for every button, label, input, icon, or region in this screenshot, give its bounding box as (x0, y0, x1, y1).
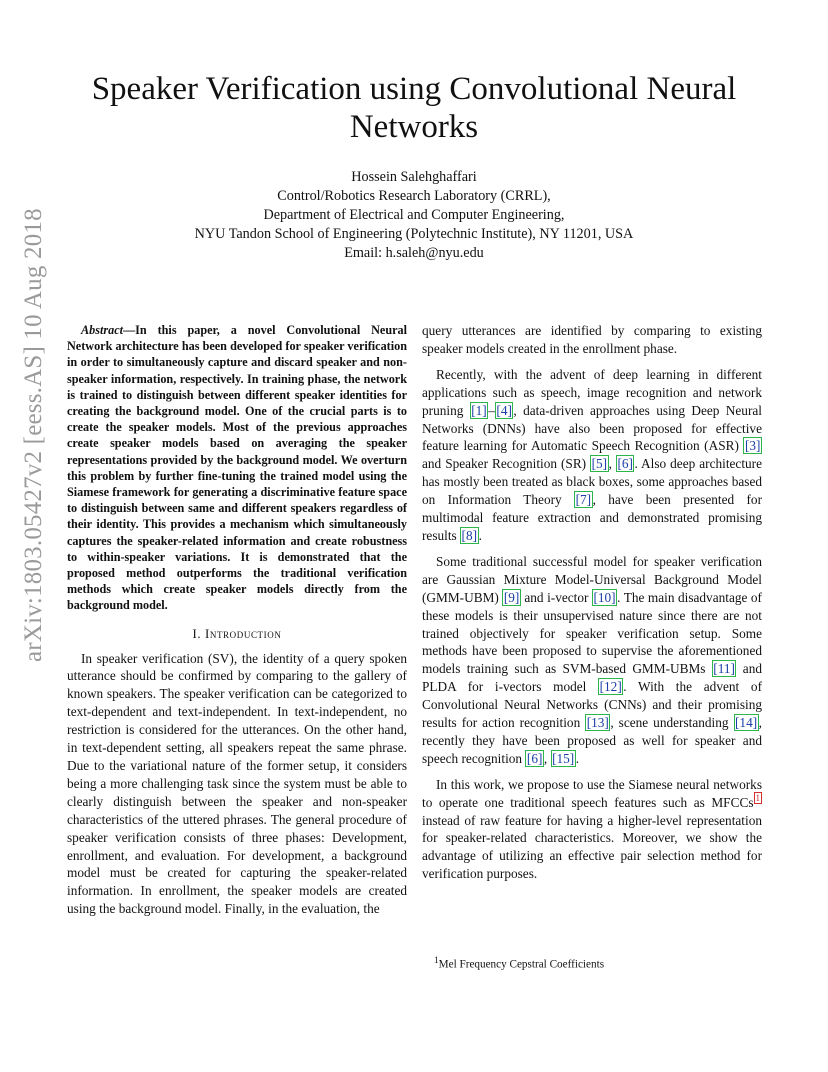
section-heading: I. Introduction (192, 626, 282, 641)
right-column (422, 322, 762, 883)
paragraph-text: , (543, 750, 551, 766)
paragraph-text: . (575, 750, 580, 766)
arxiv-identifier[interactable]: arXiv:1803.05427v2 [eess.AS] 10 Aug 2018 (20, 208, 47, 662)
intro-paragraph-3 (422, 553, 762, 768)
abstract-label: Abstract (81, 323, 123, 337)
paragraph-text: , data-driven approaches using Deep Neural Networks (DNNs) have also been proposed for effective feature learning for Automatic Speech Recognition (ASR) (422, 402, 762, 454)
paragraph-text: Some traditional successful model for speaker verification are Gaussian Mixture Model-Universal Background Model (GMM-UBM) (422, 553, 762, 605)
citation-link[interactable]: [10] (593, 589, 616, 605)
intro-paragraph-4 (422, 776, 762, 883)
affiliation-line: Department of Electrical and Computer Engineering, (263, 207, 565, 223)
paragraph-text: Recently, with the advent of deep learning in different applications such as speech, image recognition and network pruning (422, 366, 762, 418)
footnote-number: 1 (434, 956, 439, 966)
left-column (67, 322, 407, 918)
citation-link[interactable]: [9] (503, 589, 520, 605)
author-name: Hossein Salehghaffari (351, 169, 477, 185)
paragraph-text: and PLDA for i-vectors model (422, 661, 762, 695)
abstract-text: —In this paper, a novel Convolutional Neural Network architecture has been developed for speaker verification in order to simultaneously capture and discard speaker and non-speaker information, respectively. In training phase, the network is trained to distinguish between different speaker identities for creating the background model. One of the crucial parts is to create the speaker models. Most of the previous approaches create speaker models based on averaging the speaker representations provided by the background model. We overturn this problem by further fine-tuning the trained model using the Siamese framework for generating a discriminative feature space to distinguish between same and different speakers regardless of their identity. This provides a mechanism which simultaneously captures the speaker-related information and create robustness to within-speaker variations. It is demonstrated that the proposed method outperforms the traditional verification methods which create speaker models directly from the background model. (67, 323, 407, 613)
citation-link[interactable]: [6] (617, 456, 633, 472)
paragraph-text: . The main disadvantage of these models is their unsupervised nature since there are not trained objectively for speaker verification setup. Some methods have been proposed to supervise the aforementioned models training such as SVM-based GMM-UBMs (422, 589, 762, 677)
citation-link[interactable]: [6] (526, 750, 543, 766)
paragraph-text: , (608, 456, 616, 472)
citation-link[interactable]: [15] (552, 750, 575, 766)
email-line: Email: h.saleh@nyu.edu (344, 245, 484, 261)
citation-link[interactable]: [5] (591, 456, 608, 472)
paragraph-text: , recently they have been proposed as well for speaker and speech recognition (422, 715, 762, 766)
paragraph-text: . With the advent of Convolutional Neural Networks (CNNs) and their promising results for action recognition (422, 679, 762, 731)
paragraph-text: – (488, 402, 495, 418)
paragraph-text: . (478, 527, 482, 543)
citation-link[interactable]: [13] (586, 715, 609, 731)
intro-paragraph-2 (422, 366, 762, 545)
footnote-marker[interactable]: 1 (755, 793, 760, 804)
paragraph-text: and Speaker Recognition (SR) (422, 456, 591, 472)
intro-paragraph: In speaker verification (SV), the identity of a query spoken utterance should be confirmed by comparing to the gallery of known speakers. The speaker verification can be categorized to text-dependent and text-independent. In text-independent, no restriction is considered for the utterances. On the other hand, in text-dependent setting, all speakers repeat the same phrase. Due to the variational nature of the former setup, it considers being a more challenging task since the system must be able to clearly distinguish between the speaker and non-speaker characteristics of the uttered phrases. The general procedure of speaker verification consists of three phases: Development, enrollment, and evaluation. For development, a background model must be created for capturing the speaker-related information. In enrollment, the speaker models are created using the background model. Finally, in the evaluation, the (67, 650, 407, 917)
citation-link[interactable]: [4] (496, 402, 512, 418)
paragraph-text: In this work, we propose to use the Siamese neural networks to operate one traditional speech features such as MFCCs (422, 776, 762, 810)
paragraph-text: . Also deep architecture has mostly been treated as black boxes, some approaches based on Information Theory (422, 456, 762, 508)
citation-link[interactable]: [11] (713, 661, 735, 677)
affiliation-line: NYU Tandon School of Engineering (Polytechnic Institute), NY 11201, USA (194, 226, 634, 242)
paragraph-text: instead of raw feature for having a higher-level representation for speaker-related characteristics. Moreover, we show the advantage of utilizing an effective pair selection method for verification purposes. (422, 812, 762, 882)
citation-link[interactable]: [3] (744, 438, 761, 454)
paper-title: Speaker Verification using Convolutional Neural Networks (91, 71, 737, 145)
affiliation-line: Control/Robotics Research Laboratory (CRRL), (277, 188, 551, 204)
paragraph-text: , have been presented for multimodal feature extraction and demonstrated promising results (422, 492, 763, 543)
citation-link[interactable]: [8] (461, 527, 478, 543)
citation-link[interactable]: [7] (575, 492, 592, 508)
citation-link[interactable]: [14] (735, 715, 758, 731)
citation-link[interactable]: [1] (471, 402, 487, 418)
paragraph-text: , scene understanding (610, 715, 734, 731)
paragraph-text: and i-vector (520, 589, 592, 605)
footnote-text: Mel Frequency Cepstral Coefficients (438, 958, 605, 971)
intro-continuation: query utterances are identified by comparing to existing speaker models created in the enrollment phase. (422, 323, 762, 356)
abstract (67, 322, 407, 614)
footnote (434, 956, 604, 971)
citation-link[interactable]: [12] (599, 679, 622, 695)
author-block (60, 168, 768, 263)
